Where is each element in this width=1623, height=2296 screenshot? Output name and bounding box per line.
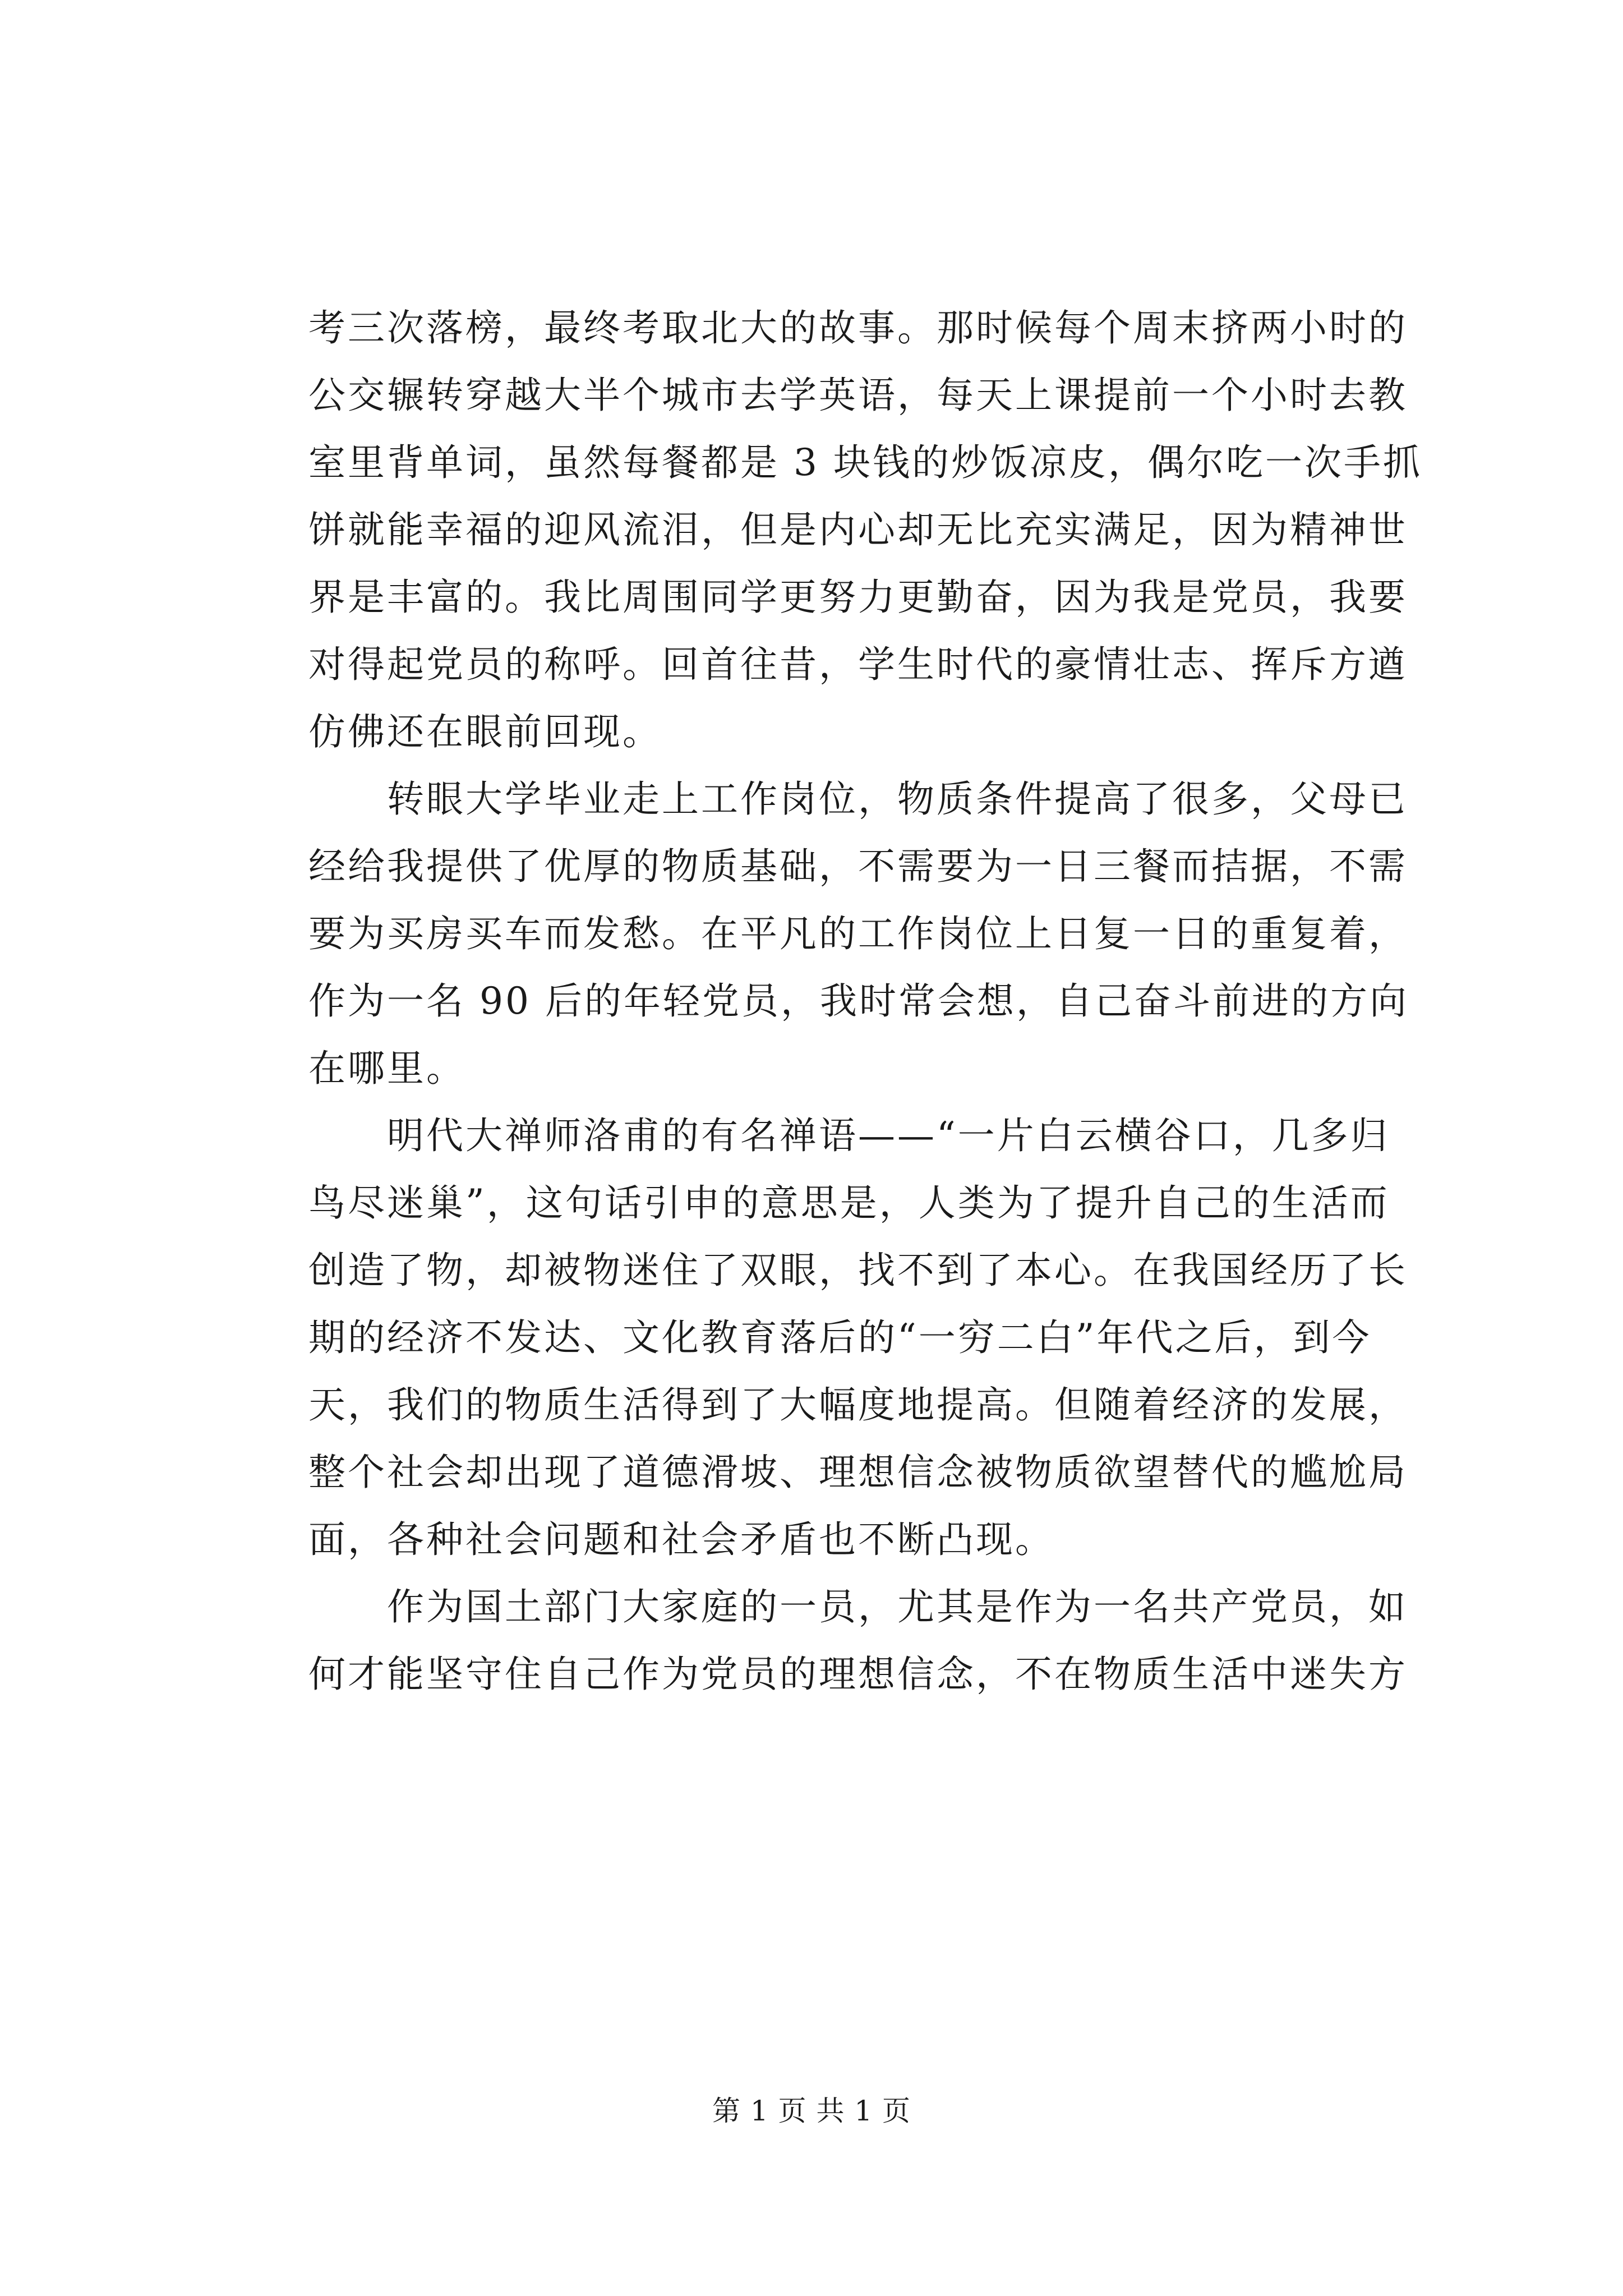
text-line: 经给我提供了优厚的物质基础，不需要为一日三餐而拮据，不需 bbox=[308, 845, 1408, 888]
text-line: 作为国土部门大家庭的一员，尤其是作为一名共产党员，如 bbox=[308, 1585, 1408, 1628]
text-line: 鸟尽迷巢”，这句话引申的意思是，人类为了提升自己的生活而 bbox=[308, 1181, 1390, 1225]
text-line: 饼就能幸福的迎风流泪，但是内心却无比充实满足，因为精神世 bbox=[308, 508, 1408, 551]
text-line: 转眼大学毕业走上工作岗位，物质条件提高了很多，父母已 bbox=[308, 777, 1408, 821]
page-footer: 第 1 页 共 1 页 bbox=[712, 2095, 911, 2127]
text-line: 考三次落榜，最终考取北大的故事。那时候每个周末挤两小时的 bbox=[308, 306, 1408, 349]
text-line: 何才能坚守住自己作为党员的理想信念，不在物质生活中迷失方 bbox=[308, 1653, 1408, 1696]
text-line: 要为买房买车而发愁。在平凡的工作岗位上日复一日的重复着， bbox=[308, 912, 1408, 955]
text-line: 作为一名 90 后的年轻党员，我时常会想，自己奋斗前进的方向 bbox=[308, 979, 1409, 1023]
body-text bbox=[308, 295, 1422, 1708]
text-line: 在哪里。 bbox=[308, 1047, 465, 1090]
text-line: 整个社会却出现了道德滑坡、理想信念被物质欲望替代的尴尬局 bbox=[308, 1451, 1408, 1494]
text-line: 对得起党员的称呼。回首往昔，学生时代的豪情壮志、挥斥方遒 bbox=[308, 643, 1408, 686]
text-line: 室里背单词，虽然每餐都是 3 块钱的炒饭凉皮，偶尔吃一次手抓 bbox=[308, 441, 1422, 484]
text-line: 天，我们的物质生活得到了大幅度地提高。但随着经济的发展， bbox=[308, 1383, 1408, 1427]
text-line: 面，各种社会问题和社会矛盾也不断凸现。 bbox=[308, 1518, 1054, 1561]
text-line: 仿佛还在眼前回现。 bbox=[308, 710, 662, 753]
text-line: 界是丰富的。我比周围同学更努力更勤奋，因为我是党员，我要 bbox=[308, 576, 1408, 619]
text-line: 期的经济不发达、文化教育落后的“一穷二白”年代之后，到今 bbox=[308, 1316, 1372, 1359]
text-line: 明代大禅师洛甫的有名禅语——“一片白云横谷口，几多归 bbox=[308, 1114, 1390, 1157]
text-line: 公交辗转穿越大半个城市去学英语，每天上课提前一个小时去教 bbox=[308, 374, 1408, 417]
text-line: 创造了物，却被物迷住了双眼，找不到了本心。在我国经历了长 bbox=[308, 1249, 1408, 1292]
